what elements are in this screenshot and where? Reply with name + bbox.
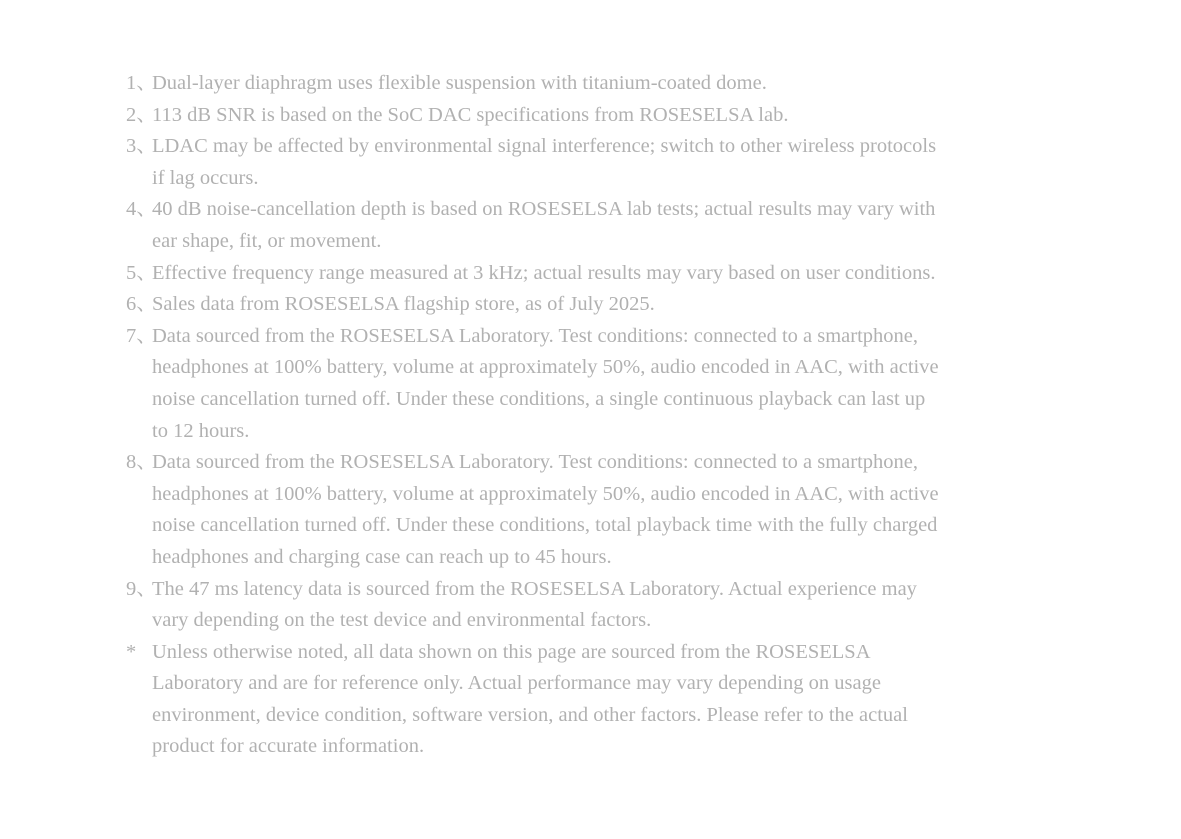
footnote-text: 40 dB noise-cancellation depth is based on ROSESELSA lab tests; actual results may vary with ear shape, fit, or movement. (152, 198, 936, 252)
footnote-text: Data sourced from the ROSESELSA Laboratory. Test conditions: connected to a smartphone, headphones at 100% battery, volume at approximately 50%, audio encoded in AAC, with active noise cancellation turned off. Under these conditions, a single continuous playback can last up to 12 hours. (152, 324, 939, 442)
footnote-3 (126, 131, 946, 194)
footnote-marker: 9、 (126, 577, 157, 600)
footnote-general-disclaimer (126, 637, 946, 763)
footnote-6 (126, 289, 946, 321)
footnote-text: Sales data from ROSESELSA flagship store, as of July 2025. (152, 293, 655, 316)
footnote-9 (126, 574, 946, 637)
footnotes-list (126, 68, 946, 763)
footnote-marker: 1、 (126, 72, 157, 94)
footnote-1 (126, 68, 946, 100)
footnote-marker: 3、 (126, 135, 157, 158)
footnote-text: Unless otherwise noted, all data shown on this page are sourced from the ROSESELSA Laboratory and are for reference only. Actual performance may vary depending on usage environment, device condition, software version, and other factors. Please refer to the actual product for accurate information. (152, 640, 908, 758)
footnote-text: Data sourced from the ROSESELSA Laboratory. Test conditions: connected to a smartphone, headphones at 100% battery, volume at approximately 50%, audio encoded in AAC, with active noise cancellation turned off. Under these conditions, total playback time with the fully charged headphones and charging case can reach up to 45 hours. (152, 451, 939, 568)
footnote-marker: 8、 (126, 451, 157, 474)
footnote-marker: 4、 (126, 198, 157, 221)
footnote-4 (126, 194, 946, 257)
footnote-text: Dual-layer diaphragm uses flexible suspension with titanium-coated dome. (152, 72, 767, 94)
footnote-text: The 47 ms latency data is sourced from the ROSESELSA Laboratory. Actual experience may vary depending on the test device and environmental factors. (152, 577, 917, 632)
footnote-marker: 7、 (126, 324, 157, 347)
footnote-7 (126, 321, 946, 447)
footnote-2 (126, 100, 946, 132)
footnote-marker: 5、 (126, 261, 157, 284)
footnote-marker: 2、 (126, 103, 157, 126)
footnote-marker: 6、 (126, 293, 157, 316)
footnote-text: LDAC may be affected by environmental signal interference; switch to other wireless protocols if lag occurs. (152, 135, 937, 189)
asterisk-marker: * (126, 640, 137, 663)
footnote-text: 113 dB SNR is based on the SoC DAC specifications from ROSESELSA lab. (152, 103, 789, 126)
footnote-text: Effective frequency range measured at 3 kHz; actual results may vary based on user conditions. (152, 261, 936, 284)
footnote-8 (126, 447, 946, 573)
footnote-5 (126, 258, 946, 290)
